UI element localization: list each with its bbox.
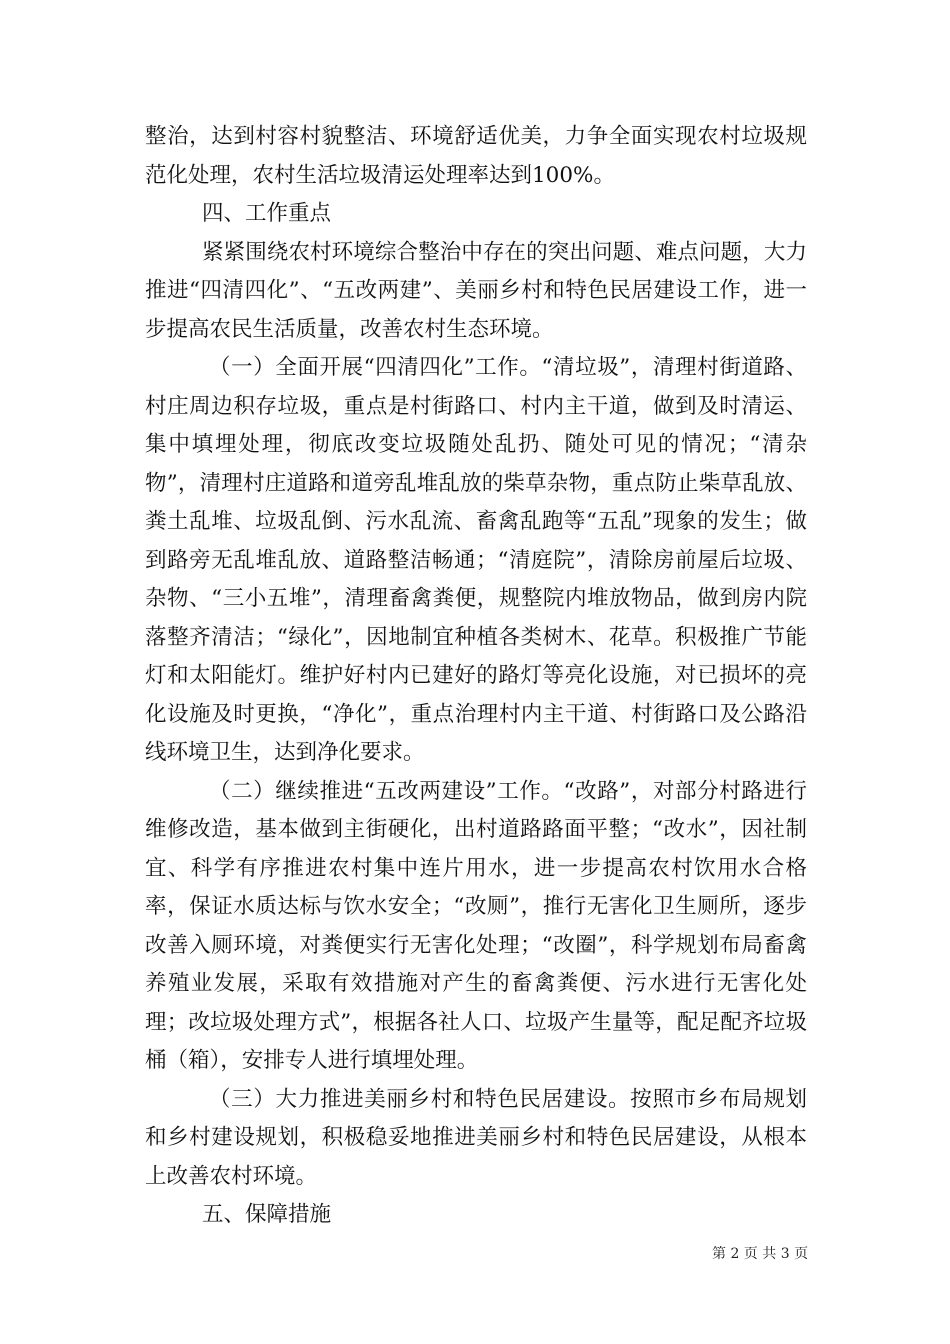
paragraph-item-3: （三）大力推进美丽乡村和特色民居建设。按照市乡布局规划和乡村建设规划，积极稳妥地推进美丽乡村和特色民居建设，从根本上改善农村环境。	[145, 1086, 807, 1189]
section-heading-work-focus: 四、工作重点	[202, 201, 332, 226]
paragraph-intro: 紧紧围绕农村环境综合整治中存在的突出问题、难点问题，大力推进“四清四化”、“五改两建”、美丽乡村和特色民居建设工作，进一步提高农民生活质量，改善农村生态环境。	[145, 239, 807, 342]
paragraph-item-2: （二）继续推进“五改两建设”工作。“改路”，对部分村路进行维修改造，基本做到主街硬化，出村道路路面平整；“改水”，因社制宜、科学有序推进农村集中连片用水，进一步提高农村饮用水合格率，保证水质达标与饮水安全；“改厕”，推行无害化卫生厕所，逐步改善入厕环境，对粪便实行无害化处理；“改圈”，科学规划布局畜禽养殖业发展，采取有效措施对产生的畜禽粪便、污水进行无害化处理；改垃圾处理方式”，根据各社人口、垃圾产生量等，配足配齐垃圾桶（箱），安排专人进行填埋处理。	[145, 778, 807, 1073]
paragraph-continuation: 整治，达到村容村貌整洁、环境舒适优美，力争全面实现农村垃圾规范化处理，农村生活垃圾清运处理率达到100%。	[145, 124, 807, 188]
paragraph-item-1: （一）全面开展“四清四化”工作。“清垃圾”，清理村街道路、村庄周边积存垃圾，重点是村街路口、村内主干道，做到及时清运、集中填埋处理，彻底改变垃圾随处乱扔、随处可见的情况；“清杂物”，清理村庄道路和道旁乱堆乱放的柴草杂物，重点防止柴草乱放、粪土乱堆、垃圾乱倒、污水乱流、畜禽乱跑等“五乱”现象的发生；做到路旁无乱堆乱放、道路整洁畅通；“清庭院”，清除房前屋后垃圾、杂物、“三小五堆”，清理畜禽粪便，规整院内堆放物品，做到房内院落整齐清洁；“绿化”，因地制宜种植各类树木、花草。积极推广节能灯和太阳能灯。维护好村内已建好的路灯等亮化设施，对已损坏的亮化设施及时更换，“净化”，重点治理村内主干道、村街路口及公路沿线环境卫生，达到净化要求。	[145, 355, 807, 765]
section-heading-safeguards: 五、保障措施	[202, 1202, 332, 1227]
document-body	[145, 118, 807, 1235]
page-number-footer: 第 2 页 共 3 页	[712, 1246, 809, 1262]
